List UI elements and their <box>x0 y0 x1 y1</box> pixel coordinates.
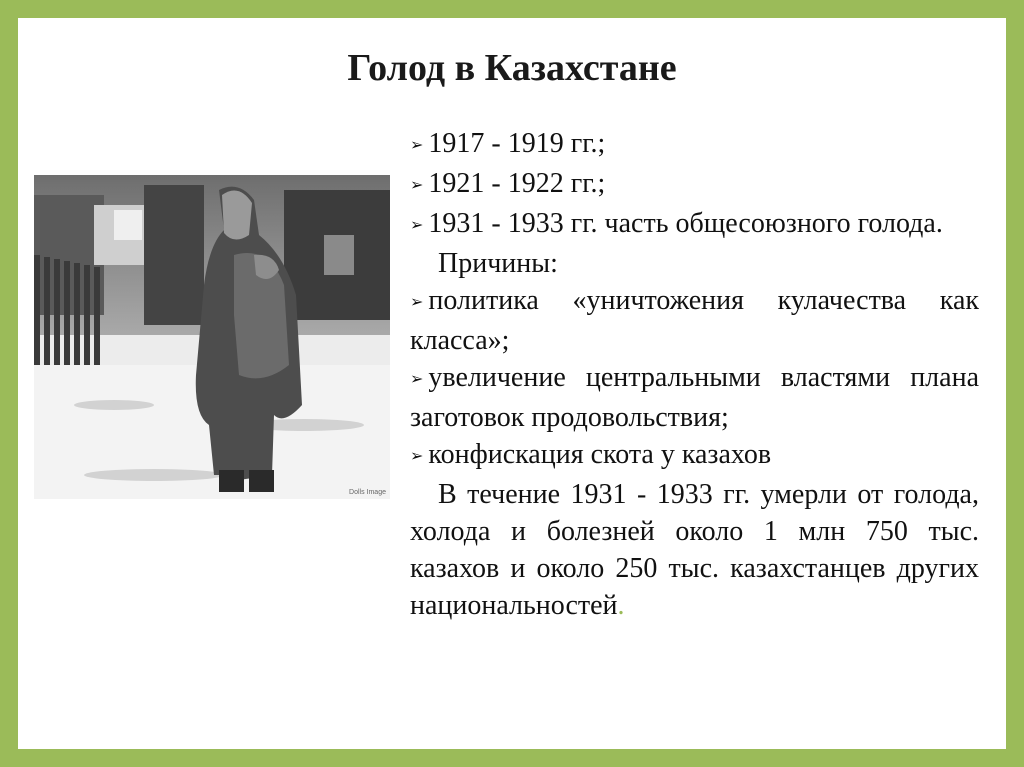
summary-text: В течение 1931 - 1933 гг. умерли от голода, холода и болезней около 1 млн 750 тыс. казахов и около 250 тыс. казахстанцев других национальностей <box>410 479 979 621</box>
photo-illustration <box>34 175 390 499</box>
list-item-text: 1917 - 1919 гг.; <box>428 128 606 159</box>
list-item <box>410 436 979 476</box>
arrow-bullet-icon: ➢ <box>410 215 424 234</box>
historical-photo <box>34 175 390 499</box>
list-item-text: конфискация скота у казахов <box>428 439 772 470</box>
list-item <box>410 282 979 359</box>
slide-title: Голод в Казахстане <box>347 47 677 89</box>
list-item <box>410 165 979 205</box>
list-item <box>410 205 979 245</box>
content-text <box>410 125 979 624</box>
photo-watermark: Dolls Image <box>349 489 386 496</box>
summary-paragraph <box>410 476 979 624</box>
slide <box>18 18 1006 749</box>
list-item-text: увеличение центральными властями плана заготовок продовольствия; <box>410 362 979 433</box>
arrow-bullet-icon: ➢ <box>410 369 424 388</box>
list-item <box>410 125 979 165</box>
list-item-text: 1931 - 1933 гг. часть общесоюзного голода. <box>428 208 943 239</box>
arrow-bullet-icon: ➢ <box>410 292 424 311</box>
list-item-text: политика «уничтожения кулачества как класса»; <box>410 285 979 356</box>
arrow-bullet-icon: ➢ <box>410 135 424 154</box>
summary-end-mark: . <box>617 590 625 621</box>
arrow-bullet-icon: ➢ <box>410 175 424 194</box>
list-item <box>410 359 979 436</box>
arrow-bullet-icon: ➢ <box>410 446 424 465</box>
list-item-text: 1921 - 1922 гг.; <box>428 168 606 199</box>
causes-heading: Причины: <box>438 248 558 279</box>
